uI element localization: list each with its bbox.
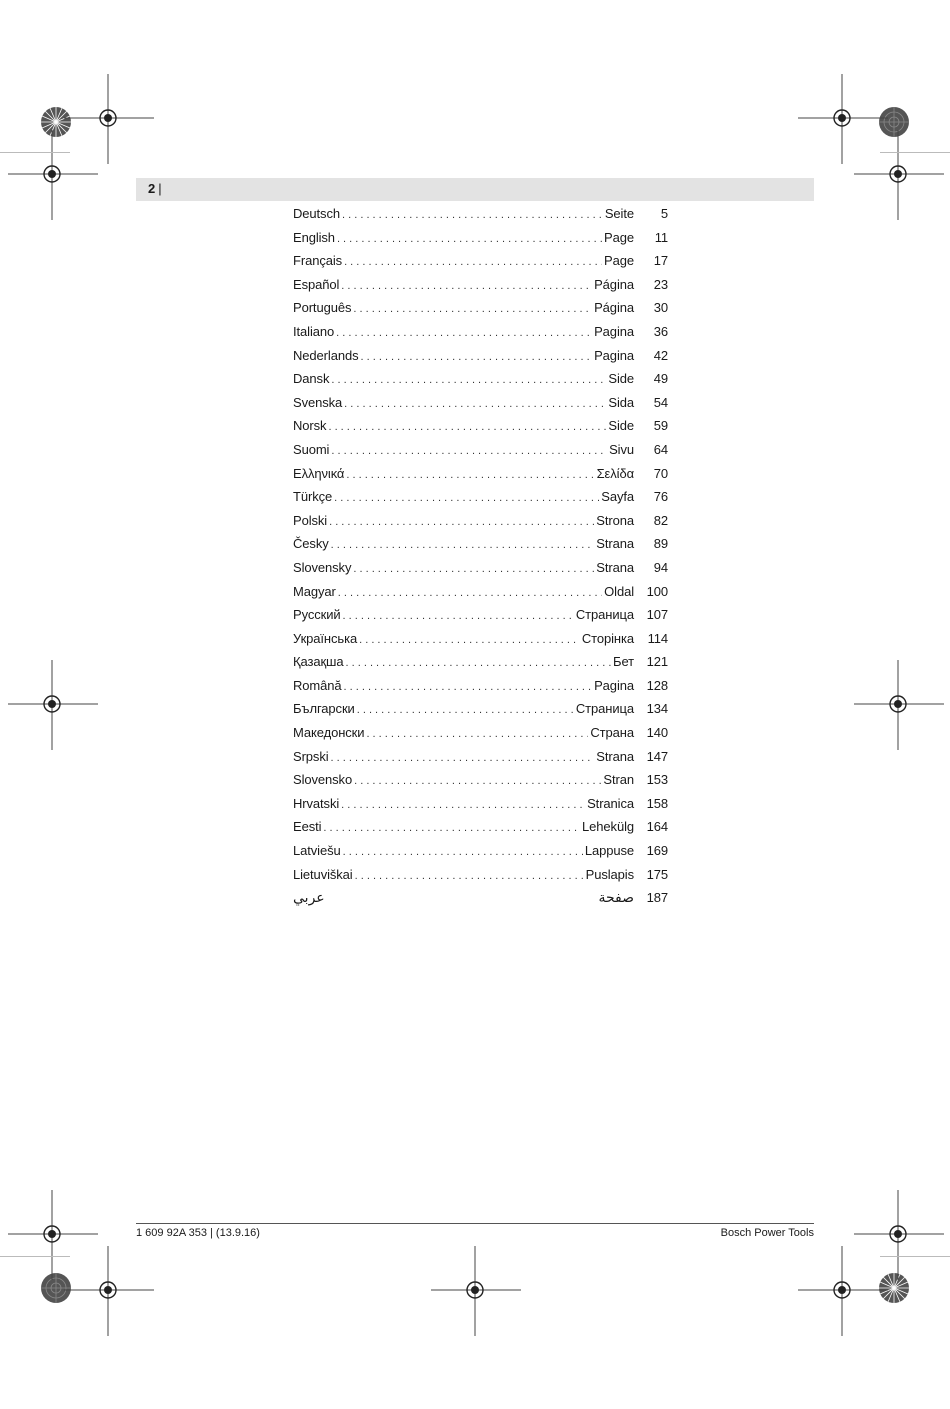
- toc-dot-leader: [342, 209, 603, 221]
- toc-dot-leader: [331, 445, 607, 457]
- toc-dot-leader: [341, 280, 592, 292]
- toc-dot-leader: [366, 728, 588, 740]
- toc-page-number: 5: [660, 206, 668, 221]
- toc-language: Svenska: [293, 394, 343, 410]
- toc-page-word: Страна: [590, 725, 634, 741]
- toc-page-word: Сторінка: [581, 630, 634, 646]
- toc-language: Українська: [293, 630, 358, 646]
- trim-line-bottom: [0, 1256, 70, 1257]
- toc-dot-leader: [353, 563, 594, 575]
- toc-entry: [293, 300, 668, 324]
- toc-dot-leader: [353, 303, 592, 315]
- toc-entry: [293, 371, 668, 395]
- toc-page-number: 49: [653, 371, 668, 387]
- crosshair-mark-top-right-2: [854, 130, 944, 220]
- toc-dot-leader: [354, 775, 601, 787]
- toc-language: Eesti: [293, 819, 322, 835]
- toc-dot-leader: [344, 398, 606, 410]
- toc-language: Português: [293, 300, 352, 316]
- toc-entry: [293, 819, 668, 843]
- toc-dot-leader: [343, 846, 583, 858]
- toc-page-number: 175: [646, 866, 668, 882]
- toc-page-word: Страница: [575, 701, 634, 717]
- toc-entry: [293, 678, 668, 702]
- toc-language: Srpski: [293, 748, 329, 764]
- toc-page-number: 17: [653, 253, 668, 269]
- toc-language: Русский: [293, 607, 341, 623]
- toc-page-number: 128: [646, 677, 668, 693]
- toc-page-word: Lehekülg: [582, 819, 634, 835]
- toc-page-number: 11: [654, 229, 668, 245]
- toc-page-word: Sivu: [609, 441, 634, 457]
- page-header: [136, 178, 814, 201]
- toc-dot-leader: [334, 492, 599, 504]
- toc-page-word: Stran: [603, 772, 634, 788]
- toc-dot-leader: [328, 421, 606, 433]
- toc-page-number: 147: [646, 748, 668, 764]
- toc-page-word: Seite: [604, 206, 634, 221]
- toc-page-number: 169: [646, 843, 668, 859]
- toc-dot-leader: [329, 516, 594, 528]
- toc-language: Deutsch: [293, 206, 340, 221]
- toc-dot-leader: [344, 681, 593, 693]
- toc-entry: [293, 584, 668, 608]
- toc-page-number: 89: [653, 536, 668, 552]
- toc-page-word: Pagina: [594, 677, 634, 693]
- toc-entry: [293, 654, 668, 678]
- toc-dot-leader: [341, 799, 585, 811]
- toc-entry: [293, 489, 668, 513]
- toc-page-number: 23: [653, 276, 668, 292]
- toc-page-number: 36: [653, 323, 668, 339]
- toc-entry: [293, 843, 668, 867]
- toc-language: Česky: [293, 536, 329, 552]
- toc-entry: [293, 725, 668, 749]
- toc-page-word: Stranica: [587, 795, 634, 811]
- toc-page-word: Pagina: [594, 323, 634, 339]
- document-code: 1 609 92A 353 | (13.9.16): [136, 1227, 260, 1239]
- toc-dot-leader: [346, 469, 594, 481]
- toc-page-word: Strona: [596, 512, 634, 528]
- toc-entry: [293, 324, 668, 348]
- toc-entry: [293, 513, 668, 537]
- toc-page-word: Pagina: [594, 347, 634, 363]
- toc-language: Latviešu: [293, 843, 341, 859]
- crosshair-mark-bottom-right-2: [854, 1190, 944, 1280]
- toc-dot-leader: [357, 704, 574, 716]
- toc-entry: [293, 230, 668, 254]
- toc-page-word: Страница: [575, 607, 634, 623]
- toc-page-number: 134: [646, 701, 668, 717]
- toc-language: Suomi: [293, 441, 330, 457]
- toc-entry: [293, 206, 668, 230]
- crosshair-mark-bottom-left-2: [64, 1246, 154, 1336]
- toc-dot-leader: [359, 634, 580, 646]
- crosshair-mark-mid-right: [854, 660, 944, 750]
- toc-entry: [293, 418, 668, 442]
- toc-language: Slovensko: [293, 772, 353, 788]
- toc-entry: [293, 560, 668, 584]
- toc-page-word: Página: [594, 300, 634, 316]
- footer-rule: [136, 1223, 814, 1224]
- toc-entry: [293, 253, 668, 277]
- toc-language: Español: [293, 276, 340, 292]
- toc-page-number: 94: [653, 559, 668, 575]
- toc-page-number: 187: [646, 890, 668, 906]
- toc-page-word: Puslapis: [585, 866, 634, 882]
- toc-page-number: 82: [653, 512, 668, 528]
- toc-page-number: 64: [653, 441, 668, 457]
- toc-page-word: Strana: [596, 536, 634, 552]
- toc-language: Ελληνικά: [293, 465, 345, 481]
- toc-language: Polski: [293, 512, 328, 528]
- toc-entry: [293, 701, 668, 725]
- toc-page-word: Strana: [596, 559, 634, 575]
- toc-entry: [293, 466, 668, 490]
- toc-page-word: Oldal: [604, 583, 634, 599]
- toc-page-word: Side: [608, 418, 634, 434]
- brand-name: Bosch Power Tools: [720, 1227, 814, 1239]
- toc-page-number: 158: [646, 795, 668, 811]
- toc-language: Български: [293, 701, 355, 717]
- toc-entry: [293, 890, 668, 914]
- toc-page-number: 121: [646, 654, 668, 670]
- toc-dot-leader: [355, 870, 584, 882]
- crosshair-mark-mid-left: [8, 660, 98, 750]
- toc-page-word: Σελίδα: [596, 465, 634, 481]
- toc-dot-leader: [331, 374, 606, 386]
- toc-dot-leader: [346, 657, 612, 669]
- toc-page-number: 100: [646, 583, 668, 599]
- toc-entry: [293, 536, 668, 560]
- toc-language: Dansk: [293, 371, 330, 387]
- toc-dot-leader: [336, 327, 592, 339]
- crosshair-mark-bottom-center: [431, 1246, 521, 1336]
- toc-language: Hrvatski: [293, 795, 340, 811]
- crosshair-mark-top-left-2: [8, 130, 98, 220]
- toc-language: عربي: [293, 890, 325, 907]
- toc-dot-leader: [338, 587, 602, 599]
- toc-entry: [293, 395, 668, 419]
- toc-page-word: صفحة: [598, 890, 634, 907]
- toc-page-number: 59: [653, 418, 668, 434]
- toc-entry: [293, 867, 668, 891]
- toc-page-word: Sayfa: [601, 489, 634, 505]
- toc-language: Македонски: [293, 725, 365, 741]
- toc-language: Română: [293, 677, 342, 693]
- toc-language: Türkçe: [293, 489, 333, 505]
- toc-page-number: 107: [646, 607, 668, 623]
- toc-entry: [293, 442, 668, 466]
- toc-dot-leader: [323, 822, 580, 834]
- toc-entry: [293, 631, 668, 655]
- toc-page-word: Side: [608, 371, 634, 387]
- toc-language: Қазақша: [293, 654, 344, 670]
- toc-language: Français: [293, 253, 343, 269]
- toc-page-number: 140: [646, 725, 668, 741]
- toc-language: Lietuviškai: [293, 866, 353, 882]
- toc-page-number: 164: [646, 819, 668, 835]
- toc-entry: [293, 796, 668, 820]
- toc-dot-leader: [331, 539, 595, 551]
- toc-entry: [293, 277, 668, 301]
- toc-page-word: Page: [604, 253, 634, 269]
- toc-page-word: Page: [604, 229, 634, 245]
- table-of-contents: [293, 206, 668, 914]
- toc-page-word: Sida: [608, 394, 634, 410]
- toc-dot-leader: [337, 233, 602, 245]
- toc-page-word: Бет: [613, 654, 634, 670]
- toc-page-word: Página: [594, 276, 634, 292]
- toc-page-number: 70: [653, 465, 668, 481]
- toc-page-number: 76: [653, 489, 668, 505]
- toc-entry: [293, 348, 668, 372]
- page-number: 2 |: [148, 181, 162, 196]
- toc-dot-leader: [343, 610, 574, 622]
- trim-line-top: [0, 152, 70, 153]
- toc-language: Norsk: [293, 418, 327, 434]
- toc-page-number: 153: [646, 772, 668, 788]
- toc-dot-leader: [361, 351, 593, 363]
- toc-page-word: Lappuse: [584, 843, 634, 859]
- toc-entry: [293, 607, 668, 631]
- toc-page-word: Strana: [596, 748, 634, 764]
- toc-dot-leader: [344, 256, 602, 268]
- trim-line-top-right: [880, 152, 950, 153]
- toc-page-number: 30: [653, 300, 668, 316]
- toc-entry: [293, 772, 668, 796]
- toc-language: Slovensky: [293, 559, 352, 575]
- toc-entry: [293, 749, 668, 773]
- toc-language: Nederlands: [293, 347, 359, 363]
- toc-language: Magyar: [293, 583, 336, 599]
- toc-language: English: [293, 229, 335, 245]
- toc-language: Italiano: [293, 323, 335, 339]
- toc-page-number: 114: [647, 630, 668, 646]
- toc-page-number: 42: [653, 347, 668, 363]
- toc-page-number: 54: [653, 394, 668, 410]
- trim-line-bottom-right: [880, 1256, 950, 1257]
- toc-dot-leader: [331, 752, 595, 764]
